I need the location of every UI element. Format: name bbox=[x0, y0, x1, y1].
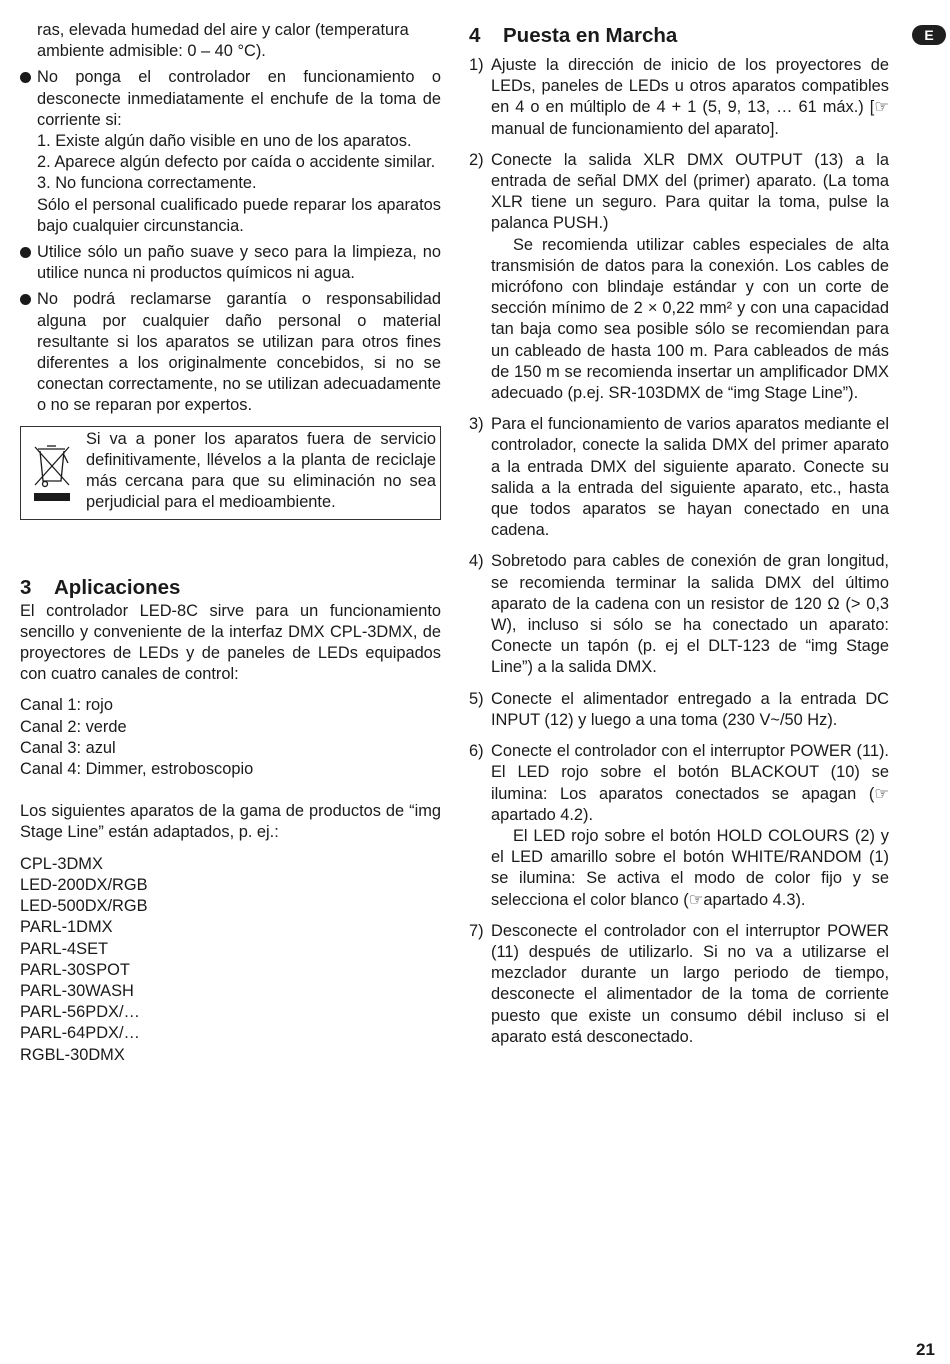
section-3-number: 3 bbox=[20, 575, 32, 599]
product-item: PARL-64PDX/… bbox=[20, 1024, 140, 1043]
product-item: PARL-1DMX bbox=[20, 918, 113, 937]
product-item: PARL-30WASH bbox=[20, 981, 134, 1000]
bullet-2-text: Utilice sólo un paño suave y seco para la limpieza, no utilice nunca ni productos químicos ni agua. bbox=[37, 243, 441, 283]
product-item: LED-200DX/RGB bbox=[20, 875, 148, 894]
bullet-3-text: No podrá reclamarse garantía o responsabilidad alguna por cualquier daño personal o material resultante si los aparatos se utilizan para otros fines diferentes a los originalmente concebidos, si no se conectan correctamente, no se utilizan adecuadamente o no se reparan por expertos. bbox=[37, 290, 441, 415]
section-4-title: Puesta en Marcha bbox=[503, 24, 678, 47]
page-number: 21 bbox=[916, 1340, 935, 1359]
language-badge: E bbox=[912, 25, 946, 45]
step-7-text: Desconecte el controlador con el interruptor POWER (11) después de utilizarlo. Si no va a utilizarse el mezclador durante un largo periodo de tiempo, desconecte el alimentador de la toma de corriente puesto que existe un consumo débil incluso si el aparato está desconectado. bbox=[491, 921, 889, 1046]
step-number: 4) bbox=[469, 552, 484, 571]
step-6-text: Conecte el controlador con el interruptor POWER (11). El LED rojo sobre el botón BLACKOUT (10) se ilumina: Los aparatos conectados se apagan (☞ apartado 4.2). bbox=[491, 742, 889, 824]
left-column bbox=[20, 20, 441, 1066]
section-3-title: Aplicaciones bbox=[54, 575, 181, 599]
step-3 bbox=[469, 414, 889, 541]
step-number: 6) bbox=[469, 742, 484, 761]
step-2 bbox=[469, 150, 889, 404]
channel-4: Canal 4: Dimmer, estroboscopio bbox=[20, 760, 254, 779]
step-5 bbox=[469, 689, 889, 731]
channel-1: Canal 1: rojo bbox=[20, 696, 113, 715]
bullet-dot-icon bbox=[20, 247, 31, 258]
safety-bullet-2 bbox=[20, 242, 441, 284]
bullet-dot-icon bbox=[20, 294, 31, 305]
section-3-intro: El controlador LED-8C sirve para un funcionamiento sencillo y conveniente de la interfaz DMX CPL-3DMX, de proyectores de LEDs y de paneles de LEDs equipados con cuatro canales de control: bbox=[20, 601, 441, 684]
products-intro: Los siguientes aparatos de la gama de productos de “img Stage Line” están adaptados, p. ej.: bbox=[20, 802, 441, 842]
section-3 bbox=[20, 575, 441, 1066]
step-number: 5) bbox=[469, 689, 484, 708]
step-2-text-2: Se recomienda utilizar cables especiales de alta transmisión de datos para la conexión. Los cables de micrófono con blindaje estándar y con un corte de sección mínimo de 2 × 0,22 mm² y con una capacidad tan baja como sea posible sólo se recomiendan para un cableado de hasta 100 m. Para cableados de más de 150 m se recomienda insertar un amplificador DMX adecuado (p.ej. SR-103DMX de “img Stage Line”). bbox=[491, 235, 889, 403]
step-6-text-2: El LED rojo sobre el botón HOLD COLOURS (2) y el LED amarillo sobre el botón WHITE/RANDOM (1) se ilumina: Se activa el modo de color fijo y se selecciona el color blanco (☞apartado 4.3). bbox=[491, 826, 889, 909]
product-item: CPL-3DMX bbox=[20, 854, 103, 873]
crossed-out-wheelie-bin-icon bbox=[29, 441, 75, 505]
product-item: RGBL-30DMX bbox=[20, 1045, 125, 1064]
step-number: 1) bbox=[469, 56, 484, 74]
step-5-text: Conecte el alimentador entregado a la entrada DC INPUT (12) y luego a una toma (230 V~/50 Hz). bbox=[491, 689, 889, 729]
step-7 bbox=[469, 921, 889, 1048]
section-4-heading bbox=[469, 23, 889, 49]
recycling-notice-box bbox=[20, 426, 441, 520]
step-3-text: Para el funcionamiento de varios aparatos mediante el controlador, conecte la salida DMX del primer aparato a la entrada DMX del siguiente aparato. Conecte su salida a la entrada del siguiente aparato, etc., hasta que todos aparatos se hayan conectado en una cadena. bbox=[491, 415, 889, 540]
intro-line-2: ambiente admisible: 0 – 40 °C). bbox=[37, 42, 266, 61]
right-column bbox=[469, 20, 889, 1048]
step-1 bbox=[469, 55, 889, 140]
recycling-notice-text: Si va a poner los aparatos fuera de servicio definitivamente, llévelos a la planta de reciclaje más cercana para que su eliminación no sea perjudicial para el medioambiente. bbox=[86, 429, 436, 512]
step-number: 7) bbox=[469, 921, 484, 940]
safety-bullet-1 bbox=[20, 67, 441, 131]
section-3-heading bbox=[20, 575, 441, 601]
bullet-1-after: Sólo el personal cualificado puede reparar los aparatos bajo cualquier circunstancia. bbox=[37, 195, 441, 235]
product-item: PARL-56PDX/… bbox=[20, 1003, 140, 1022]
safety-bullet-3 bbox=[20, 289, 441, 416]
intro-line-1: ras, elevada humedad del aire y calor (temperatura bbox=[37, 21, 409, 39]
step-number: 3) bbox=[469, 415, 484, 434]
bullet-1-text: No ponga el controlador en funcionamiento o desconecte inmediatamente el enchufe de la toma de corriente si: bbox=[37, 68, 441, 129]
section-4-number: 4 bbox=[469, 24, 481, 47]
step-4-text: Sobretodo para cables de conexión de gran longitud, se recomienda terminar la salida DMX del último aparato de la cadena con un resistor de 120 Ω (> 0,3 W), incluso si sólo se ha conectado un aparato: Conecte un tapón (p. ej el DLT-123 de “img Stage Line”) a la salida DMX. bbox=[491, 552, 889, 677]
product-item: PARL-30SPOT bbox=[20, 960, 130, 979]
step-2-text: Conecte la salida XLR DMX OUTPUT (13) a la entrada de señal DMX del (primer) aparato. (La toma XLR tiene un seguro. Para quitar la toma, pulse la palanca PUSH.) bbox=[491, 150, 889, 233]
channel-2: Canal 2: verde bbox=[20, 717, 127, 736]
bullet-1-item-1: 1. Existe algún daño visible en uno de los aparatos. bbox=[37, 132, 412, 151]
channel-3: Canal 3: azul bbox=[20, 738, 116, 757]
bullet-1-item-2: 2. Aparece algún defecto por caída o accidente similar. bbox=[37, 153, 436, 172]
step-4 bbox=[469, 551, 889, 678]
bullet-1-item-3: 3. No funciona correctamente. bbox=[37, 174, 257, 193]
step-number: 2) bbox=[469, 150, 484, 169]
step-6 bbox=[469, 741, 889, 911]
product-item: LED-500DX/RGB bbox=[20, 897, 148, 916]
product-item: PARL-4SET bbox=[20, 939, 109, 958]
bullet-dot-icon bbox=[20, 72, 31, 83]
step-1-text: Ajuste la dirección de inicio de los proyectores de LEDs, paneles de LEDs u otros aparatos compatibles en 4 o en múltiplo de 4 + 1 (5, 9, 13, … 61 máx.) [☞ manual de funcionamiento del aparato]. bbox=[491, 56, 889, 138]
